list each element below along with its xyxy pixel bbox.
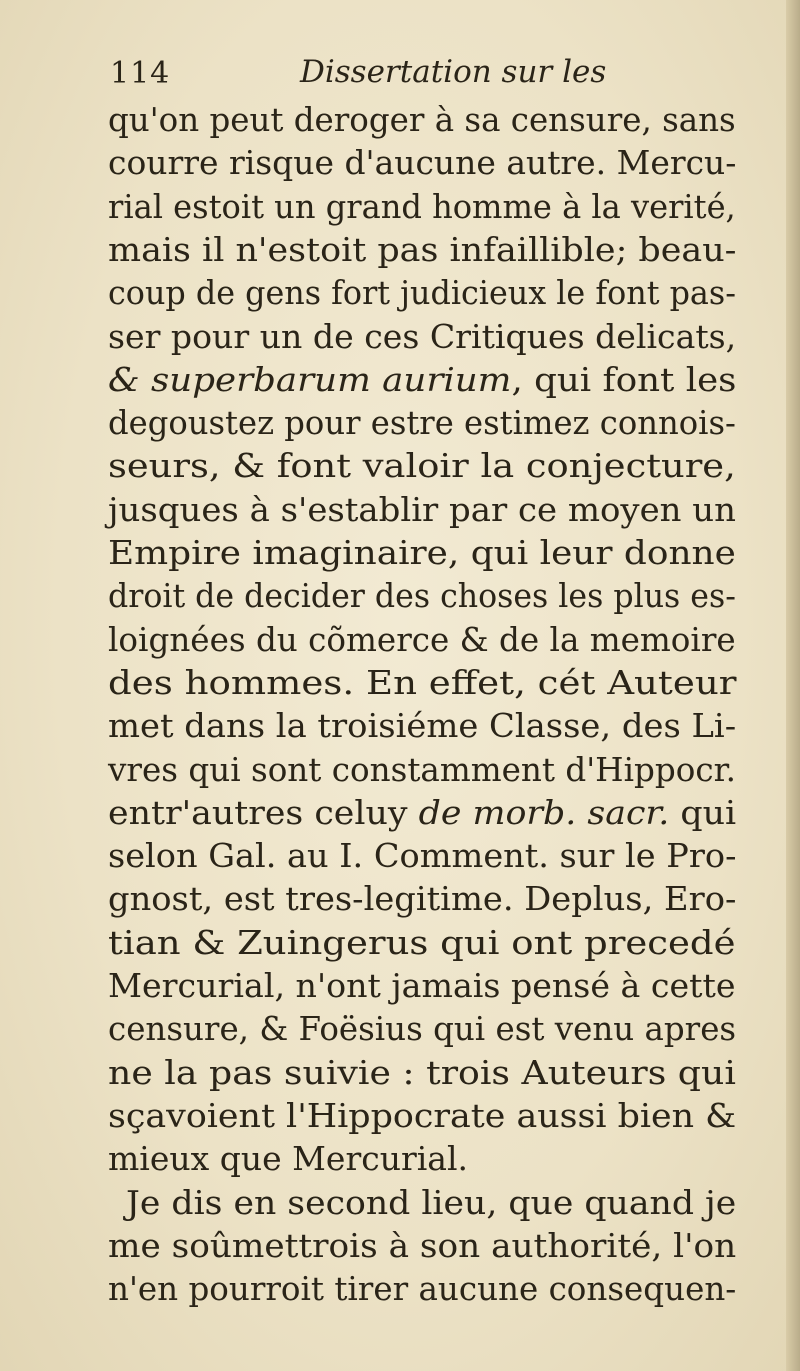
text-segment: coup de gens fort judicieux le font pas-: [108, 273, 736, 313]
page-edge: [786, 0, 800, 1371]
text-line: [108, 793, 736, 833]
text-segment: vres qui sont constamment d'Hippocr.: [108, 749, 736, 789]
running-title: Dissertation sur les: [300, 54, 607, 90]
text-line: [108, 490, 736, 530]
text-segment: n'en pourroit tirer aucune consequen-: [108, 1269, 737, 1309]
text-line: [108, 750, 736, 790]
text-segment: , qui font les: [511, 359, 737, 399]
text-segment: seurs, & font valoir la conjecture,: [108, 446, 736, 486]
text-segment: mais il n'estoit pas infaillible; beau-: [108, 229, 737, 269]
text-line: [108, 1226, 736, 1266]
text-segment: entr'autres celuy: [108, 792, 419, 832]
text-line: [108, 923, 736, 963]
text-segment: gnost, est tres-legitime. Deplus, Ero-: [108, 879, 737, 919]
text-line: [108, 100, 736, 140]
text-segment: ser pour un de ces Critiques delicats,: [108, 316, 737, 356]
text-line: [108, 836, 736, 876]
text-line: [108, 446, 736, 486]
text-segment: selon Gal. au I. Comment. sur le Pro-: [108, 836, 737, 876]
text-segment: courre risque d'aucune autre. Mercu-: [108, 143, 737, 183]
text-line: [108, 187, 736, 227]
text-line: [108, 966, 736, 1006]
text-line: [108, 1009, 736, 1049]
text-line: [108, 403, 736, 443]
text-line: [108, 879, 736, 919]
text-segment: Empire imaginaire, qui leur donne: [108, 533, 736, 572]
text-segment: me soûmettrois à son authorité, l'on: [108, 1225, 737, 1265]
text-line: [108, 663, 737, 703]
page-header: [110, 50, 630, 102]
text-segment: Mercurial, n'ont jamais pensé à cette: [108, 966, 736, 1005]
text-line: [108, 1139, 468, 1179]
text-line: [108, 360, 736, 400]
italic-text: de morb. sacr.: [418, 792, 670, 832]
text-line: [108, 1269, 736, 1309]
text-line: [108, 317, 736, 357]
text-segment: loignées du cõmerce & de la memoire: [108, 619, 736, 659]
text-line: [108, 1096, 736, 1136]
italic-text: & superbarum aurium: [108, 359, 512, 399]
text-segment: qu'on peut deroger à sa censure, sans: [108, 100, 736, 139]
text-segment: met dans la troisiéme Classe, des Li-: [108, 706, 737, 746]
text-line: [108, 533, 736, 573]
text-line: [108, 706, 736, 746]
text-segment: sçavoient l'Hippocrate aussi bien &: [108, 1095, 737, 1135]
text-line: [108, 1053, 736, 1093]
text-segment: mieux que Mercurial.: [108, 1139, 469, 1179]
text-line: [126, 1183, 736, 1223]
text-segment: qui: [669, 792, 737, 832]
text-line: [108, 230, 736, 270]
text-segment: degoustez pour estre estimez connois-: [108, 403, 736, 443]
text-line: [108, 620, 736, 660]
text-segment: jusques à s'establir par ce moyen un: [108, 489, 736, 529]
text-segment: rial estoit un grand homme à la verité,: [108, 186, 736, 226]
text-segment: ne la pas suivie : trois Auteurs qui: [108, 1052, 736, 1092]
page-number: 114: [110, 56, 171, 91]
text-line: [108, 576, 736, 616]
text-line: [108, 273, 736, 313]
text-segment: tian & Zuingerus qui ont precedé: [108, 922, 736, 962]
text-segment: Je dis en second lieu, que quand je: [126, 1182, 737, 1222]
text-segment: censure, & Foësius qui est venu apres: [108, 1009, 737, 1049]
text-segment: des hommes. En effet, cét Auteur: [108, 662, 737, 702]
text-line: [108, 143, 736, 183]
text-segment: droit de decider des choses les plus es-: [108, 576, 736, 616]
